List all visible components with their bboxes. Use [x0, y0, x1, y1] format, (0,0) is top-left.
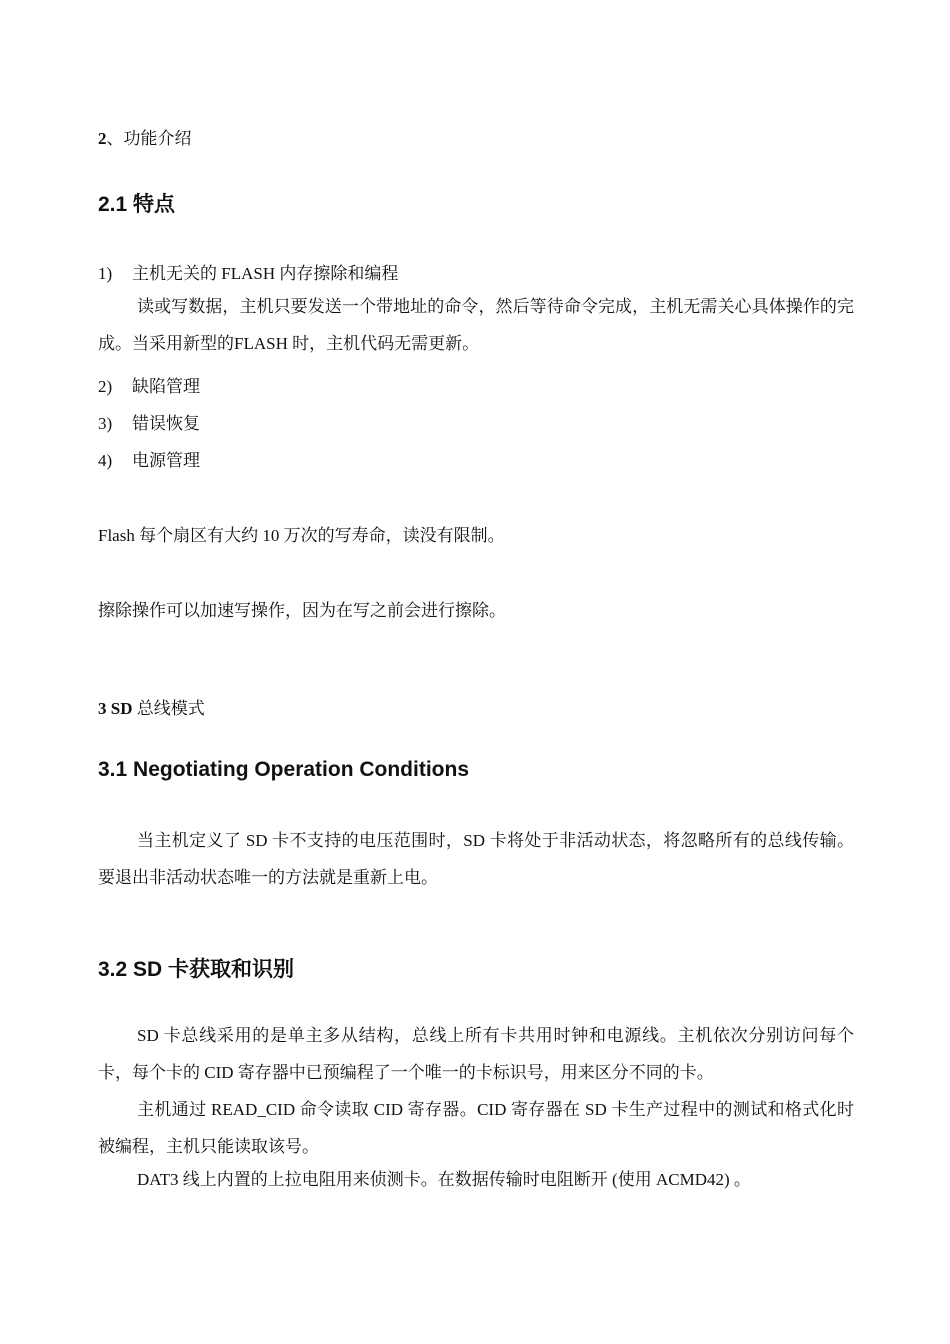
- list-item-text: 主机无关的 FLASH 内存擦除和编程: [132, 264, 399, 283]
- list-item: [98, 409, 200, 434]
- section-3-title: [98, 694, 205, 719]
- section-2-1-heading: 2.1 特点: [98, 193, 176, 216]
- list-item-number: 4): [98, 451, 113, 470]
- section-3-2-paragraph-1: SD 卡总线采用的是单主多从结构，总线上所有卡共用时钟和电源线。主机依次分别访问每个卡，每个卡的 CID 寄存器中已预编程了一个唯一的卡标识号，用来区分不同的卡。: [98, 1026, 854, 1082]
- list-item-text: 缺陷管理: [132, 377, 200, 396]
- flash-endurance-paragraph: Flash 每个扇区有大约 10 万次的写寿命，读没有限制。: [98, 526, 505, 545]
- list-item-1-description: 读或写数据，主机只要发送一个带地址的命令，然后等待命令完成，主机无需关心具体操作的完成。当采用新型的FLASH 时，主机代码无需更新。: [98, 297, 854, 353]
- list-item: [98, 446, 200, 471]
- list-item: [98, 259, 398, 284]
- section-3-1-heading: 3.1 Negotiating Operation Conditions: [98, 758, 470, 781]
- erase-paragraph: 擦除操作可以加速写操作，因为在写之前会进行擦除。: [98, 601, 506, 620]
- section-2-label: 、功能介绍: [106, 129, 192, 148]
- section-2-number: 2: [98, 129, 107, 148]
- section-3-2-paragraph-3: DAT3 线上内置的上拉电阻用来侦测卡。在数据传输时电阻断开 (使用 ACMD42) 。: [137, 1170, 751, 1189]
- section-3-2-paragraph-2: 主机通过 READ_CID 命令读取 CID 寄存器。CID 寄存器在 SD 卡生产过程中的测试和格式化时被编程，主机只能读取该号。: [98, 1100, 854, 1156]
- section-3-label: 总线模式: [132, 699, 205, 718]
- list-item-text: 错误恢复: [132, 414, 200, 433]
- list-item: [98, 372, 200, 397]
- list-item-number: 2): [98, 377, 113, 396]
- list-item-text: 电源管理: [132, 451, 200, 470]
- list-item-number: 3): [98, 414, 113, 433]
- section-3-1-paragraph: 当主机定义了 SD 卡不支持的电压范围时，SD 卡将处于非活动状态，将忽略所有的总线传输。要退出非活动状态唯一的方法就是重新上电。: [98, 831, 854, 887]
- section-3-number: 3 SD: [98, 699, 133, 718]
- section-2-title: [98, 124, 192, 149]
- list-item-number: 1): [98, 264, 113, 283]
- section-3-2-heading: 3.2 SD 卡获取和识别: [98, 958, 295, 981]
